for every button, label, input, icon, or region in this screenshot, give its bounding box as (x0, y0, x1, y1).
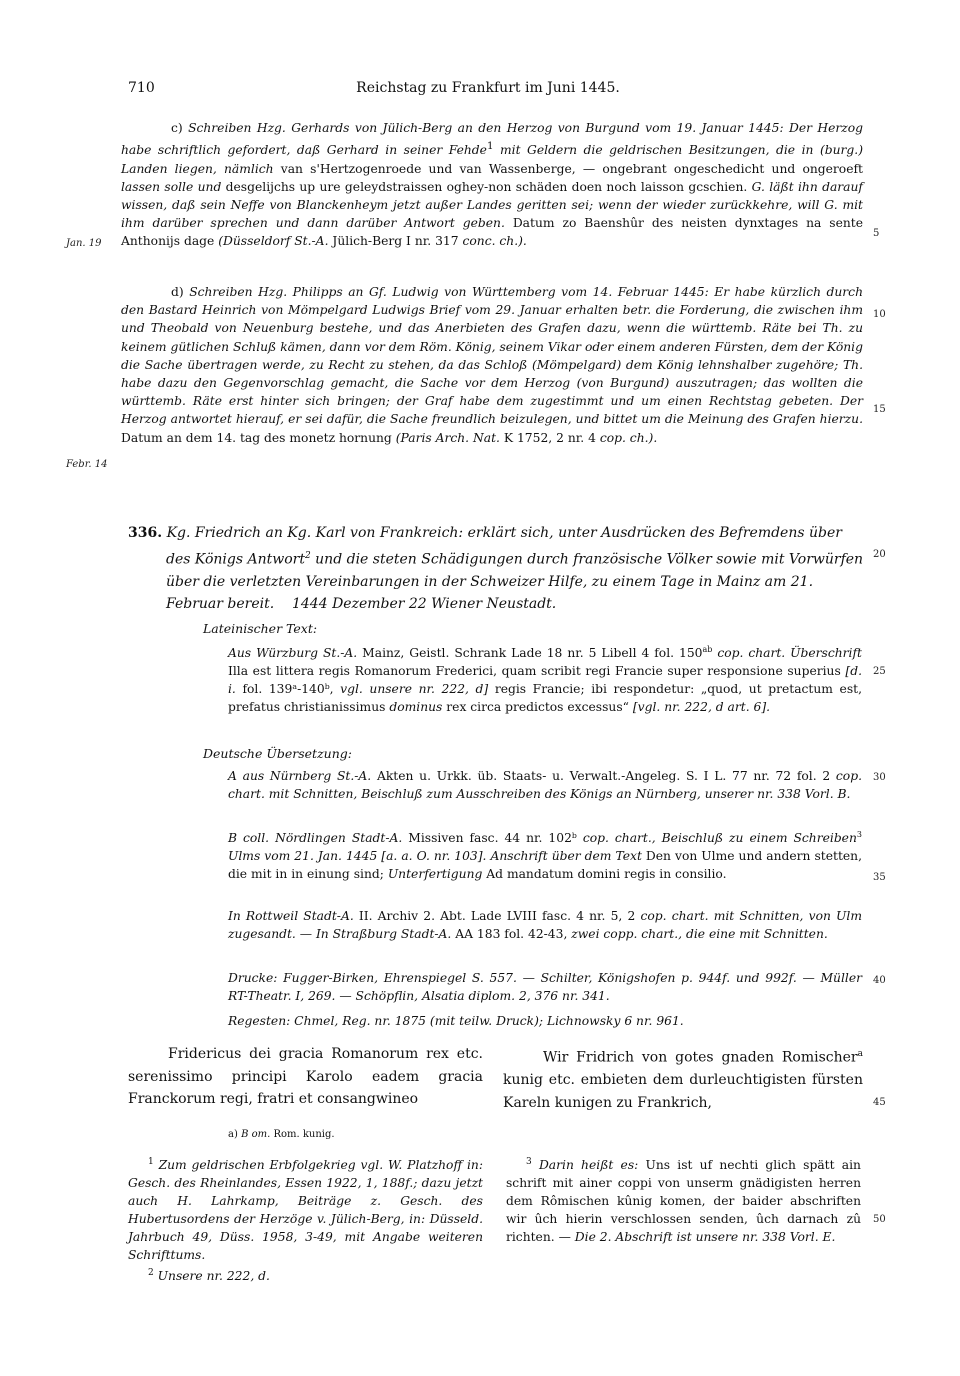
source-note: [d. i. (228, 664, 862, 697)
source-quote: dominus (389, 700, 443, 715)
german-column-text: Wir Fridrich von gotes gnaden Romischer (543, 1049, 858, 1066)
source-note: cop. chart. mit Schnitten, Beischluß zum Ausschreiben des Königs an Nürnberg, unserer nr. 338 Vorl. B. (228, 769, 862, 801)
source-entry-b (228, 826, 862, 883)
latin-column (128, 1043, 483, 1111)
page-number: 710 (128, 80, 155, 96)
section-c-quote: van s'Hertzogenroede und van Wassenberge, — ongebrant ongeschedicht und ongeroeft (280, 161, 863, 176)
source-signature: Missiven fasc. 44 nr. 102ᵇ (408, 831, 577, 846)
section-c-quote: desgelijchs up ure geleydstraissen oghey-non schäden doen noch laisson gcschien. (225, 179, 748, 194)
footnotes-right (506, 1153, 861, 1246)
section-d-label: d) (171, 285, 184, 299)
footnote-ref-a: a (857, 1049, 863, 1059)
footnote-2 (128, 1264, 483, 1285)
section-c-datum: Datum zo Baenshûr des neisten dynxtages na sente Anthonijs dage (121, 216, 863, 249)
source-archive: A aus Nürnberg St.-A. (228, 769, 372, 783)
source-entry-a (228, 767, 862, 803)
footnote-1-number: 1 (148, 1157, 154, 1167)
document-title-cont: und die steten Schädigungen durch französische Völker sowie mit Vorwürfen über die verletzten Vereinbarungen in der Schweizer Hilfe, zu einem Tage in Mainz am 21. Februar bereit. (166, 551, 864, 613)
section-c-text: mit Geldern die geldrischen Besitzungen, die in (burg.) Landen liegen, nämlich (121, 143, 863, 176)
source-note: [vgl. nr. 222, d art. 6]. (632, 700, 771, 715)
source-note: cop. chart. mit Schnitten, von Ulm zugesandt. — In Straßburg Stadt-A. (228, 909, 862, 941)
german-column (503, 1043, 863, 1114)
source-quote: Ad mandatum domini regis in consilio. (486, 867, 727, 882)
document-date-place: 1444 Dezember 22 Wiener Neustadt. (291, 596, 557, 613)
footnote-3-number: 3 (526, 1157, 532, 1167)
section-c-heading: Schreiben Hzg. Gerhards von Jülich-Berg an den Herzog von Burgund vom 19. Januar 1445: Der Herzog habe schriftlich gefordert, daß Gerhard in seiner Fehde (121, 121, 864, 158)
footnote-1 (128, 1153, 483, 1264)
section-d (121, 283, 863, 447)
regesten-text: Regesten: Chmel, Reg. nr. 1875 (mit teilw. Druck); Lichnowsky 6 nr. 961. (228, 1014, 684, 1028)
line-number: 45 (873, 1097, 886, 1108)
source-superscript: ab (702, 645, 713, 654)
source-note: cop. chart., Beischluß zu einem Schreiben (582, 831, 857, 846)
source-quote: Illa est littera regis Romanorum Frederici, quam scribit regi Francie super responsione superius (228, 664, 841, 679)
source-note: vgl. unsere nr. 222, d] (340, 682, 489, 697)
line-number: 40 (873, 975, 886, 986)
source-signature: Akten u. Urkk. üb. Staats- u. Verwalt.-Angeleg. S. I L. 77 nr. 72 fol. 2 (376, 769, 831, 783)
footnote-ref-3: 3 (856, 830, 862, 839)
section-c-label: c) (171, 121, 183, 135)
footnote-2-text: Unsere nr. 222, d. (157, 1269, 270, 1284)
source-quote: regis Francie; ibi respondetur: „quod, ut pretactum est, prefatus christianissimus (228, 682, 862, 715)
section-c-source: Jülich-Berg I nr. 317 (332, 234, 459, 249)
section-d-text: Schreiben Hzg. Philipps an Gf. Ludwig von Württemberg vom 14. Februar 1445: Er habe kürzlich durch den Bastard Heinrich von Mömpelgard Ludwigs Brief vom 29. Januar erhalten betr. die Forderung, die zwischen ihm und Theobald von Neuenburg bestehe, und das Anerbieten des Grafen dazu, wenn die württemb. Räte bei Th. zu keinem gütlichen Schluß kämen, dann vor dem Röm. König, seinem Vikar oder einem anderen Fürsten, dem der König die Sache übertragen werde, zu Recht zu stehen, da das Schloß (Mömpelgard) dem König lehnshalber zugehöre; Th. habe dazu den Gegenvorschlag gemacht, die Sache vor dem Herzog (von Burgund) auszutragen; das wollten die württemb. Räte erst hinter sich bringen; der Graf habe dem zugestimmt und um einen Rechtstag gebeten. Der Herzog antwortet hierauf, er sei dafür, die Sache freundlich beizulegen, und bittet um die Meinung des Grafen hierzu. (121, 285, 863, 427)
source-note: cop. chart. Überschrift (717, 646, 862, 661)
german-column-text-cont: kunig etc. embieten dem durleuchtigisten fürsten Kareln kunigen zu Frankrich, (503, 1072, 863, 1111)
line-number: 20 (873, 549, 886, 560)
drucke-text: Drucke: Fugger-Birken, Ehrenspiegel S. 557. — Schilter, Königshofen p. 944f. und 992f. — Müller RT-Theatr. I, 269. — Schöpflin, Alsatia diplom. 2, 376 nr. 341. (228, 971, 862, 1003)
margin-date-febr14: Febr. 14 (66, 459, 108, 470)
section-c-source: (Düsseldorf St.-A. (218, 234, 329, 249)
footnote-3 (506, 1153, 861, 1246)
section-d-source: (Paris Arch. Nat. (395, 430, 500, 445)
line-number: 35 (873, 872, 886, 883)
source-signature: Mainz, Geistl. Schrank Lade 18 nr. 5 Libell 4 fol. 150 (362, 646, 703, 661)
source-quote: rex circa predictos excessus“ (446, 700, 629, 715)
section-c-text: lassen solle und (121, 179, 222, 194)
footnote-3-intro: Darin heißt es: (538, 1158, 639, 1173)
section-c (121, 119, 863, 251)
document-title: Kg. Friedrich an Kg. Karl von Frankreich: erklärt sich, unter Ausdrücken des Befremdens über des Königs Antwort (166, 525, 842, 568)
footnote-a-text: Rom. kunig. (273, 1129, 335, 1140)
source-entry-in (228, 907, 862, 943)
footnote-3-quote: Uns ist uf nechti glich spätt ain schrift mit ainer coppi von unserm gnädigisten herren dem Rômischen kûnig komen, der baider abschriften wir ûch hierin verschlossen senden, ûch darnach zû richten. — (506, 1158, 861, 1245)
footnote-3-note: Die 2. Abschrift ist unsere nr. 338 Vorl. E. (574, 1230, 836, 1245)
footnote-2-number: 2 (148, 1268, 154, 1279)
footnote-1-text: Zum geldrischen Erbfolgekrieg vgl. W. Platzhoff in: Gesch. des Rheinlandes, Essen 1922, 1, 188f.; dazu jetzt auch H. Lahrkamp, Beiträge z. Gesch. des Hubertusordens der Herzöge v. Jülich-Berg, in: Düsseld. Jahrbuch 49, Düss. 1958, 3-49, mit Angabe weiteren Schrifttums. (128, 1158, 483, 1263)
running-title: Reichstag zu Frankfurt im Juni 1445. (356, 80, 620, 96)
line-number: 25 (873, 666, 886, 677)
source-quote: Den von Ulme und andern stetten, die mit in in einung sind; (228, 849, 862, 882)
line-number: 5 (873, 228, 880, 239)
line-number: 10 (873, 309, 886, 320)
margin-date-jan19: Jan. 19 (66, 238, 102, 249)
source-folio: fol. 139ᵃ-140ᵇ, (242, 682, 334, 697)
section-d-source: cop. ch.). (599, 430, 658, 445)
document-336-heading (128, 522, 870, 616)
footnote-ref-1: 1 (486, 140, 494, 153)
source-archive: Aus Würzburg St.-A. (228, 646, 358, 661)
section-c-source: conc. ch.). (462, 234, 527, 249)
line-number: 15 (873, 404, 886, 415)
latin-source-entry (228, 641, 862, 716)
section-d-datum: Datum an dem 14. tag des monetz hornung (121, 430, 392, 445)
footnotes-left (128, 1153, 483, 1285)
section-d-source: K 1752, 2 nr. 4 (503, 430, 596, 445)
regesten-entry (228, 1012, 862, 1030)
section-c-text: G. läßt ihn darauf wissen, daß sein Neffe von Blanckenheym jetzt außer Landes geritten sei; wenn der wieder zurückkehre, will G. mit ihm darüber sprechen und dann darüber Antwort geben. (121, 179, 863, 231)
footnote-a-label: a) (228, 1129, 238, 1140)
page-header (128, 80, 848, 100)
source-signature: II. Archiv 2. Abt. Lade LVIII fasc. 4 nr. 5, 2 (358, 909, 636, 923)
footnote-ref-2: 2 (304, 550, 311, 561)
source-archive: In Rottweil Stadt-A. (228, 909, 354, 923)
footnote-a (228, 1129, 335, 1140)
drucke-entry (228, 969, 862, 1005)
section-c-paragraph (121, 119, 863, 251)
latin-column-text: Fridericus dei gracia Romanorum rex etc. serenissimo principi Karolo eadem gracia Franckorum regi, fratri et consangwineo (128, 1046, 483, 1107)
source-note: zwei copp. chart., die eine mit Schnitten. (571, 927, 828, 941)
source-note: Ulms vom 21. Jan. 1445 [a. a. O. nr. 103]. Anschrift über dem Text (228, 849, 642, 864)
source-archive: B coll. Nördlingen Stadt-A. (228, 831, 403, 846)
german-translation-label: Deutsche Übersetzung: (203, 746, 352, 761)
document-number: 336. (128, 525, 163, 541)
latin-text-label: Lateinischer Text: (203, 621, 318, 636)
section-d-paragraph (121, 283, 863, 447)
source-note: Unterfertigung (387, 867, 483, 882)
footnote-a-note: B om. (241, 1129, 271, 1140)
line-number: 50 (873, 1214, 886, 1225)
source-signature: AA 183 fol. 42-43, (455, 927, 568, 941)
line-number: 30 (873, 772, 886, 783)
